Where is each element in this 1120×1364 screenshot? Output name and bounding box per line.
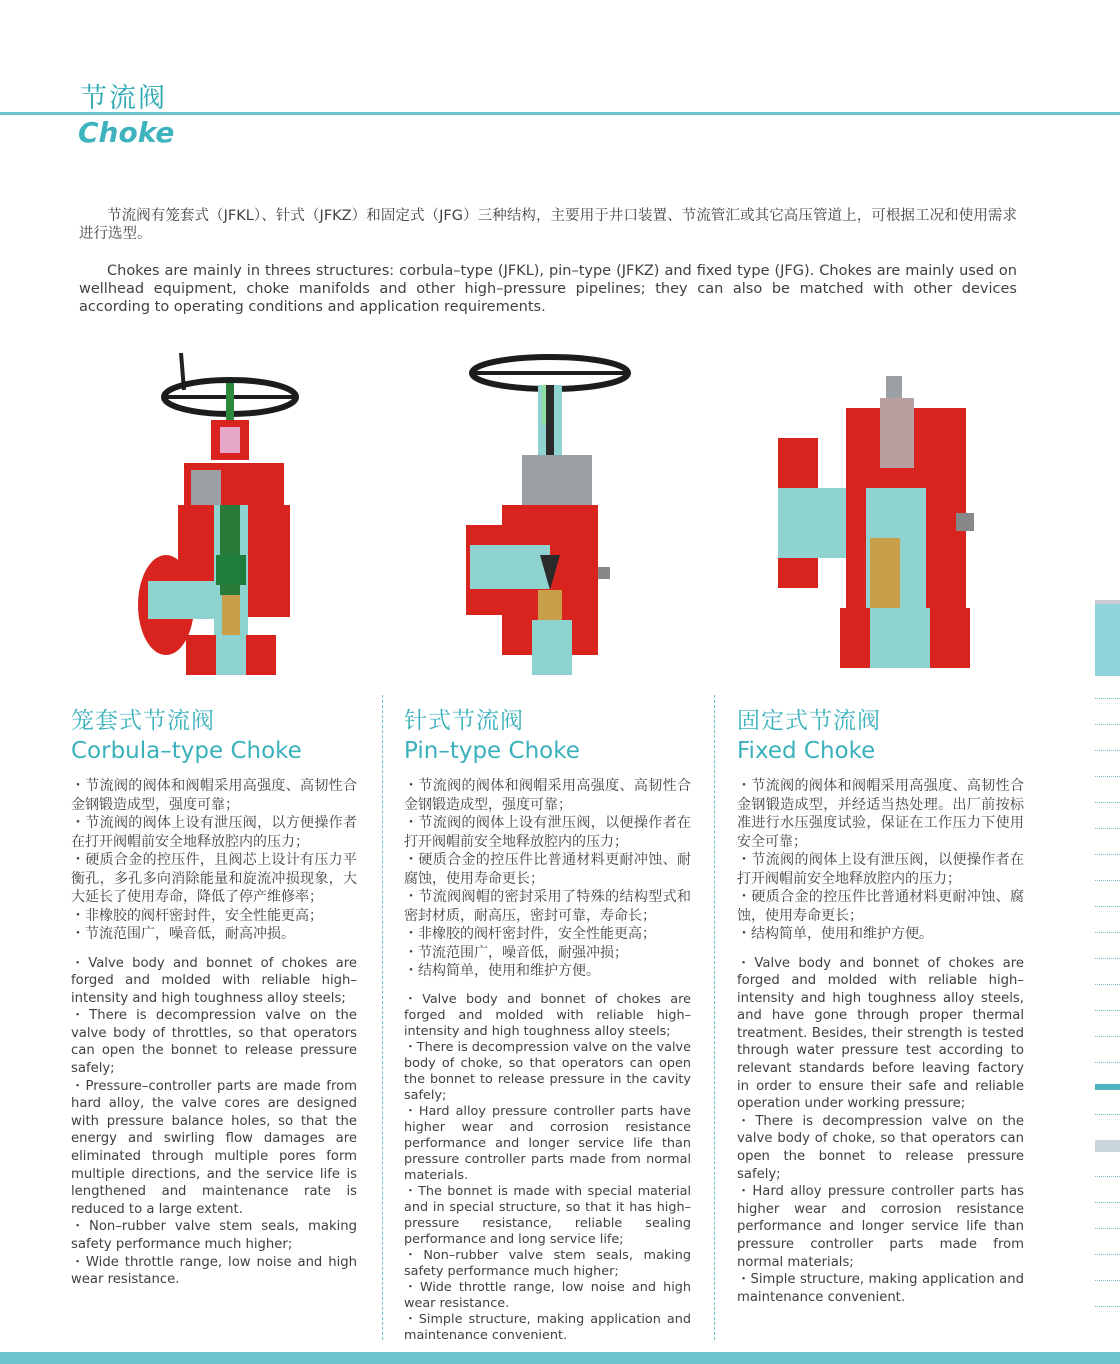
cn-feature-list: [737, 777, 1024, 944]
list-item: ・非橡胶的阀杆密封件，安全性能更高；: [71, 907, 323, 924]
list-item: ・非橡胶的阀杆密封件，安全性能更高；: [404, 926, 656, 942]
intro-en-text: Chokes are mainly in threes structures: corbula–type (JFKL), pin–type (JFKZ) and fixed type (JFG). Chokes are mainly used on wellhead equipment, choke manifolds and other high–pressure pipelines; they can also be matched with other devices according to operating conditions and application requirements.: [79, 263, 1017, 315]
side-tab-divider: [1095, 802, 1120, 803]
side-tab-marker: [1095, 1140, 1120, 1152]
list-item: ・结构简单，使用和维护方便。: [404, 963, 600, 979]
side-tab-divider: [1095, 1202, 1120, 1203]
page-title-en: Choke: [78, 116, 175, 149]
list-item: ・硬质合金的控压件，且阀芯上设计有压力平衡孔，多孔多向消除能量和旋流冲损现象，大大延长了使用寿命，降低了停产维修率；: [71, 852, 357, 905]
column-title-cn: 笼套式节流阀: [71, 708, 215, 734]
list-item: ・There is decompression valve on the valve body of throttles, so that operators can open the bonnet to release pressure safely;: [71, 1008, 357, 1077]
side-tab-divider: [1095, 828, 1120, 829]
side-tab-divider: [1095, 750, 1120, 751]
side-tab-divider: [1095, 906, 1120, 907]
side-tab-divider: [1095, 984, 1120, 985]
side-tab-divider: [1095, 1114, 1120, 1115]
list-item: ・节流阀的阀体和阀帽采用高强度、高韧性合金钢锻造成型，强度可靠；: [71, 778, 357, 813]
column-pin: [404, 706, 691, 1344]
en-feature-list: [404, 992, 691, 1344]
list-item: ・Hard alloy pressure controller parts have higher wear and corrosion resistance performance and longer service life than pressure controller parts made from normal materials.: [404, 1103, 691, 1183]
side-tab-divider: [1095, 880, 1120, 881]
list-item: ・Wide throttle range, low noise and high wear resistance.: [404, 1279, 691, 1311]
column-corbula: [71, 706, 357, 1289]
list-item: ・节流阀的阀体和阀帽采用高强度、高韧性合金钢锻造成型，强度可靠；: [404, 778, 691, 813]
side-tab-divider: [1095, 932, 1120, 933]
header-rule: [0, 112, 1120, 115]
column-title-cn: 针式节流阀: [404, 708, 524, 734]
page-title-cn: 节流阀: [80, 83, 167, 114]
list-item: ・Simple structure, making application and maintenance convenient.: [737, 1272, 1024, 1305]
footer-rule: [0, 1352, 1120, 1364]
list-item: ・节流范围广，噪音低，耐强冲损；: [404, 944, 628, 961]
cn-feature-list: [71, 777, 357, 944]
side-tab-divider: [1095, 698, 1120, 699]
list-item: ・Valve body and bonnet of chokes are forged and molded with reliable high–intensity and high toughness alloy steels, and have gone through proper thermal treatment. Besides, their strength is tested through water pressure test according to relevant standards before leaving factory in order to ensure their safe and reliable operation under working pressure;: [737, 955, 1024, 1112]
list-item: ・Valve body and bonnet of chokes are forged and molded with reliable high–intensity and high toughness alloy steels;: [71, 955, 357, 1006]
list-item: ・Non–rubber valve stem seals, making safety performance much higher;: [404, 1247, 691, 1279]
list-item: ・Valve body and bonnet of chokes are forged and molded with reliable high–intensity and high toughness alloy steels;: [404, 991, 691, 1039]
list-item: ・节流阀的阀体和阀帽采用高强度、高韧性合金钢锻造成型，并经适当热处理。出厂前按标准进行水压强度试验，保证在工作压力下使用安全可靠；: [737, 778, 1024, 850]
side-tab-divider: [1095, 1062, 1120, 1063]
list-item: ・节流阀的阀体上设有泄压阀，以方便操作者在打开阀帽前安全地释放腔内的压力；: [71, 815, 357, 850]
side-tab-divider: [1095, 1228, 1120, 1229]
side-tab-active: [1095, 600, 1120, 676]
list-item: ・硬质合金的控压件比普通材料更耐冲蚀、腐蚀，使用寿命更长；: [737, 889, 1024, 924]
column-title-cn: 固定式节流阀: [737, 708, 881, 734]
list-item: ・There is decompression valve on the valve body of choke, so that operators can open the bonnet to release pressure in the cavity safely;: [404, 1039, 691, 1103]
side-tab-divider: [1095, 1010, 1120, 1011]
side-tab-divider: [1095, 1254, 1120, 1255]
column-title-en: Fixed Choke: [737, 738, 876, 764]
corbula-choke-image: [136, 345, 326, 685]
list-item: ・硬质合金的控压件比普通材料更耐冲蚀、耐腐蚀，使用寿命更长；: [404, 852, 691, 887]
column-title-en: Pin–type Choke: [404, 738, 580, 764]
side-tab-divider: [1095, 1280, 1120, 1281]
column-title-en: Corbula–type Choke: [71, 738, 302, 764]
side-tab-divider: [1095, 776, 1120, 777]
fixed-choke-image: [770, 368, 990, 684]
list-item: ・There is decompression valve on the valve body of choke, so that operators can open the bonnet to release pressure safely;: [737, 1113, 1024, 1182]
pin-choke-image: [462, 345, 638, 685]
en-feature-list: [737, 955, 1024, 1307]
en-feature-list: [71, 955, 357, 1289]
cn-feature-list: [404, 777, 691, 981]
intro-cn: [79, 207, 1017, 243]
list-item: ・节流阀的阀体上设有泄压阀，以便操作者在打开阀帽前安全地释放腔内的压力；: [737, 852, 1024, 887]
column-divider: [382, 695, 383, 1340]
list-item: ・节流阀阀帽的密封采用了特殊的结构型式和密封材质，耐高压，密封可靠，寿命长；: [404, 889, 691, 924]
list-item: ・结构简单，使用和维护方便。: [737, 926, 933, 942]
list-item: ・The bonnet is made with special material and in special structure, so that it has high–pressure resistance, reliable sealing performance and long service life;: [404, 1183, 691, 1247]
list-item: ・Hard alloy pressure controller parts has higher wear and corrosion resistance performance and longer service life than pressure controller parts made from normal materials;: [737, 1184, 1024, 1270]
side-tab-divider: [1095, 854, 1120, 855]
side-tab-divider: [1095, 1306, 1120, 1307]
side-tab-marker: [1095, 1084, 1120, 1090]
list-item: ・Pressure–controller parts are made from hard alloy, the valve cores are designed with pressure balance holes, so that the energy and swirling flow damages are eliminated through multiple pores form multiple directions, and the service life is lengthened and maintenance rate is reduced to a large extent.: [71, 1078, 357, 1217]
side-tab-divider: [1095, 1036, 1120, 1037]
side-tab-divider: [1095, 958, 1120, 959]
column-divider: [714, 695, 715, 1340]
list-item: ・Simple structure, making application and maintenance convenient.: [404, 1311, 691, 1343]
side-tab-divider: [1095, 724, 1120, 725]
side-tab-divider: [1095, 1176, 1120, 1177]
column-fixed: [737, 706, 1024, 1306]
list-item: ・Non–rubber valve stem seals, making safety performance much higher;: [71, 1219, 357, 1252]
list-item: ・节流阀的阀体上设有泄压阀，以便操作者在打开阀帽前安全地释放腔内的压力；: [404, 815, 691, 850]
list-item: ・Wide throttle range, low noise and high wear resistance.: [71, 1254, 357, 1288]
intro-cn-text: 节流阀有笼套式（JFKL）、针式（JFKZ）和固定式（JFG）三种结构，主要用于井口装置、节流管汇或其它高压管道上，可根据工况和使用需求进行选型。: [79, 208, 1017, 242]
list-item: ・节流范围广，噪音低，耐高冲损。: [71, 926, 295, 942]
intro-en: [79, 262, 1017, 316]
